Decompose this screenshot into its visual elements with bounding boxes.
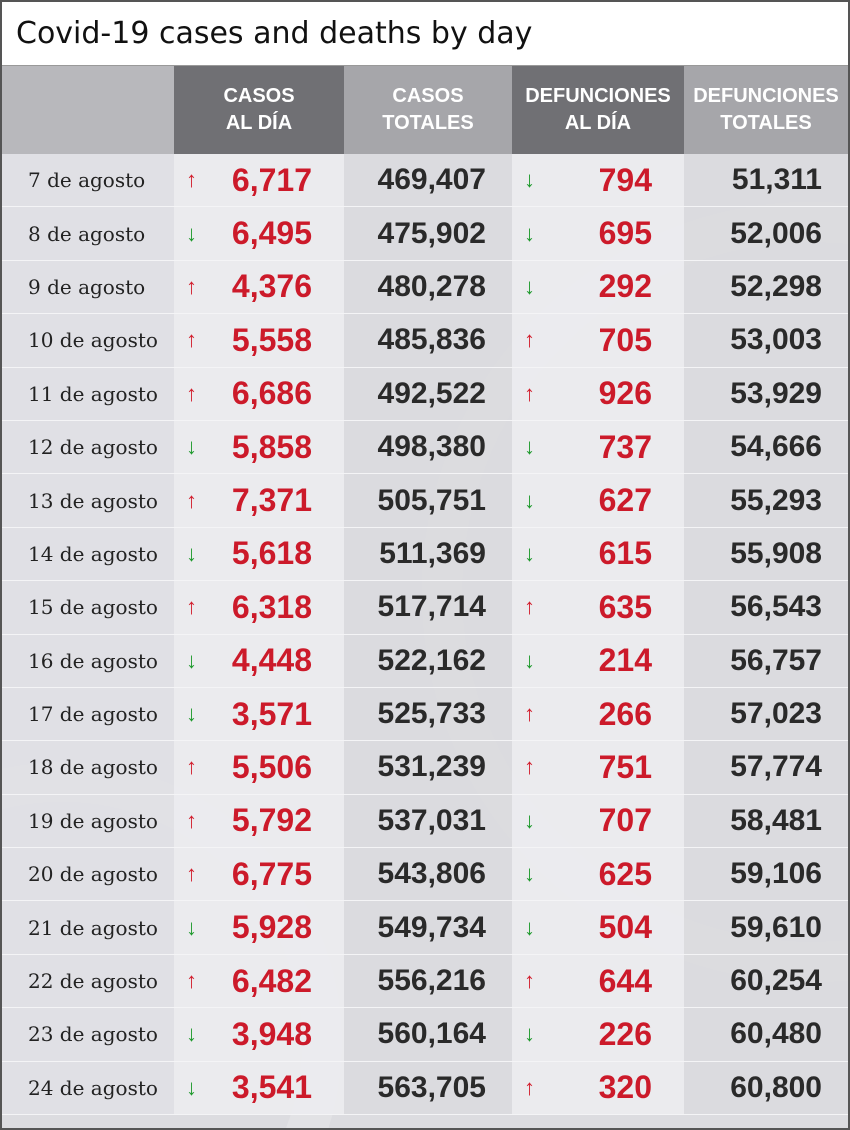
table-header-row — [2, 66, 848, 154]
arrow-down-icon: ↓ — [524, 167, 535, 193]
row-date-value: 21 de agosto — [28, 915, 158, 940]
cases-total — [344, 955, 512, 1007]
cases-per-day — [174, 1008, 344, 1060]
cases-per-day-value: 6,775 — [231, 855, 312, 892]
row-date — [2, 421, 174, 473]
table-row — [2, 581, 848, 634]
deaths-total-value: 60,254 — [730, 964, 822, 998]
arrow-down-icon: ↓ — [186, 540, 197, 566]
cases-per-day-value: 6,686 — [231, 375, 312, 412]
cases-total — [344, 581, 512, 633]
cases-total — [344, 314, 512, 366]
cases-per-day — [174, 1062, 344, 1114]
header-defunciones-totales-line2: TOTALES — [720, 112, 812, 134]
cases-per-day — [174, 795, 344, 847]
deaths-per-day-value: 635 — [598, 588, 652, 625]
cases-per-day — [174, 154, 344, 206]
header-casos-al-dia-line1: CASOS — [223, 85, 295, 107]
table-row — [2, 741, 848, 794]
row-date-value: 7 de agosto — [28, 168, 146, 193]
arrow-up-icon: ↑ — [524, 327, 535, 353]
deaths-total — [684, 1008, 848, 1060]
cases-total-value: 531,239 — [377, 750, 486, 784]
cases-per-day — [174, 528, 344, 580]
header-date-blank — [2, 66, 174, 154]
cases-total — [344, 1008, 512, 1060]
cases-total — [344, 741, 512, 793]
deaths-total-value: 54,666 — [730, 430, 822, 464]
deaths-per-day-value: 292 — [598, 268, 652, 305]
deaths-total-value: 56,757 — [730, 643, 822, 677]
deaths-per-day-value: 926 — [598, 375, 652, 412]
deaths-per-day — [512, 901, 684, 953]
deaths-total-value: 53,929 — [730, 376, 822, 410]
row-date-value: 13 de agosto — [28, 488, 158, 513]
row-date — [2, 314, 174, 366]
cases-per-day — [174, 688, 344, 740]
cases-total — [344, 261, 512, 313]
arrow-up-icon: ↑ — [186, 327, 197, 353]
table-row — [2, 688, 848, 741]
row-date — [2, 688, 174, 740]
row-date-value: 16 de agosto — [28, 648, 158, 673]
deaths-total — [684, 528, 848, 580]
cases-per-day-value: 3,541 — [231, 1069, 312, 1106]
deaths-per-day — [512, 207, 684, 259]
arrow-down-icon: ↓ — [186, 701, 197, 727]
deaths-total-value: 57,774 — [730, 750, 822, 784]
cases-total-value: 556,216 — [377, 964, 486, 998]
row-date-value: 23 de agosto — [28, 1022, 158, 1047]
cases-total-value: 511,369 — [379, 536, 486, 570]
cases-per-day — [174, 848, 344, 900]
arrow-down-icon: ↓ — [186, 647, 197, 673]
cases-total — [344, 207, 512, 259]
deaths-total-value: 52,298 — [730, 269, 822, 303]
arrow-up-icon: ↑ — [186, 273, 197, 299]
table-body — [2, 154, 848, 1115]
cases-total — [344, 848, 512, 900]
deaths-per-day — [512, 795, 684, 847]
header-defunciones-totales — [684, 66, 848, 154]
cases-total-value: 549,734 — [377, 910, 486, 944]
deaths-per-day-value: 627 — [598, 482, 652, 519]
cases-total — [344, 1062, 512, 1114]
row-date — [2, 1008, 174, 1060]
deaths-per-day — [512, 635, 684, 687]
cases-per-day — [174, 901, 344, 953]
deaths-per-day — [512, 474, 684, 526]
header-defunciones-totales-line1: DEFUNCIONES — [693, 85, 839, 107]
deaths-total-value: 56,543 — [730, 590, 822, 624]
deaths-total — [684, 901, 848, 953]
deaths-total — [684, 688, 848, 740]
cases-per-day-value: 3,571 — [231, 695, 312, 732]
table-row — [2, 261, 848, 314]
deaths-per-day-value: 737 — [598, 428, 652, 465]
cases-total-value: 469,407 — [377, 163, 486, 197]
cases-per-day — [174, 741, 344, 793]
arrow-down-icon: ↓ — [524, 807, 535, 833]
cases-per-day — [174, 314, 344, 366]
deaths-per-day-value: 504 — [598, 909, 652, 946]
table-row — [2, 154, 848, 207]
arrow-up-icon: ↑ — [524, 968, 535, 994]
row-date-value: 12 de agosto — [28, 435, 158, 460]
arrow-up-icon: ↑ — [186, 594, 197, 620]
header-defunciones-al-dia-line2: AL DÍA — [564, 112, 632, 134]
row-date-value: 22 de agosto — [28, 969, 158, 994]
deaths-per-day — [512, 368, 684, 420]
deaths-total-value: 59,610 — [730, 910, 822, 944]
arrow-down-icon: ↓ — [524, 434, 535, 460]
row-date — [2, 154, 174, 206]
cases-total — [344, 901, 512, 953]
table-row — [2, 314, 848, 367]
cases-total-value: 537,031 — [377, 803, 486, 837]
row-date — [2, 368, 174, 420]
arrow-down-icon: ↓ — [524, 220, 535, 246]
table-row — [2, 528, 848, 581]
deaths-total — [684, 955, 848, 1007]
cases-per-day — [174, 955, 344, 1007]
cases-per-day-value: 5,928 — [231, 909, 312, 946]
deaths-per-day — [512, 1008, 684, 1060]
table-row — [2, 901, 848, 954]
cases-per-day-value: 4,448 — [231, 642, 312, 679]
cases-per-day — [174, 635, 344, 687]
cases-total-value: 560,164 — [377, 1017, 486, 1051]
cases-total-value: 485,836 — [377, 323, 486, 357]
title-bar — [2, 2, 848, 66]
arrow-up-icon: ↑ — [524, 754, 535, 780]
arrow-down-icon: ↓ — [524, 647, 535, 673]
cases-total — [344, 528, 512, 580]
arrow-down-icon: ↓ — [186, 434, 197, 460]
table-row — [2, 421, 848, 474]
arrow-down-icon: ↓ — [524, 914, 535, 940]
cases-total — [344, 474, 512, 526]
row-date — [2, 635, 174, 687]
deaths-total — [684, 421, 848, 473]
cases-total-value: 505,751 — [377, 483, 486, 517]
arrow-down-icon: ↓ — [186, 220, 197, 246]
deaths-total — [684, 848, 848, 900]
header-defunciones-al-dia — [512, 66, 684, 154]
arrow-up-icon: ↑ — [186, 754, 197, 780]
deaths-total-value: 55,293 — [730, 483, 822, 517]
arrow-up-icon: ↑ — [186, 807, 197, 833]
row-date-value: 15 de agosto — [28, 595, 158, 620]
arrow-up-icon: ↑ — [524, 1074, 535, 1100]
cases-per-day-value: 5,618 — [231, 535, 312, 572]
deaths-per-day — [512, 528, 684, 580]
cases-total — [344, 795, 512, 847]
cases-per-day — [174, 421, 344, 473]
arrow-down-icon: ↓ — [186, 1074, 197, 1100]
header-casos-al-dia-line2: AL DÍA — [225, 112, 293, 134]
deaths-total-value: 60,800 — [730, 1070, 822, 1104]
deaths-per-day-value: 266 — [598, 695, 652, 732]
arrow-up-icon: ↑ — [524, 380, 535, 406]
cases-per-day — [174, 368, 344, 420]
deaths-total — [684, 1062, 848, 1114]
row-date-value: 24 de agosto — [28, 1075, 158, 1100]
arrow-up-icon: ↑ — [524, 594, 535, 620]
deaths-total — [684, 635, 848, 687]
deaths-total-value: 57,023 — [730, 697, 822, 731]
cases-total — [344, 154, 512, 206]
cases-total-value: 492,522 — [377, 376, 486, 410]
row-date-value: 17 de agosto — [28, 702, 158, 727]
arrow-up-icon: ↑ — [186, 380, 197, 406]
cases-total-value: 563,705 — [377, 1070, 486, 1104]
deaths-per-day-value: 794 — [598, 161, 652, 198]
header-casos-totales — [344, 66, 512, 154]
table-row — [2, 955, 848, 1008]
header-casos-al-dia — [174, 66, 344, 154]
cases-per-day-value: 5,506 — [231, 748, 312, 785]
deaths-total — [684, 795, 848, 847]
arrow-down-icon: ↓ — [186, 1021, 197, 1047]
header-casos-totales-line1: CASOS — [392, 85, 464, 107]
deaths-total — [684, 154, 848, 206]
row-date-value: 20 de agosto — [28, 862, 158, 887]
deaths-total-value: 53,003 — [730, 323, 822, 357]
deaths-per-day — [512, 848, 684, 900]
arrow-down-icon: ↓ — [524, 487, 535, 513]
deaths-per-day — [512, 741, 684, 793]
deaths-total — [684, 581, 848, 633]
deaths-per-day-value: 644 — [598, 962, 652, 999]
cases-per-day-value: 5,792 — [231, 802, 312, 839]
deaths-total — [684, 368, 848, 420]
table-row — [2, 795, 848, 848]
cases-per-day-value: 3,948 — [231, 1015, 312, 1052]
arrow-down-icon: ↓ — [524, 861, 535, 887]
deaths-total — [684, 474, 848, 526]
deaths-per-day-value: 615 — [598, 535, 652, 572]
table-row — [2, 1062, 848, 1115]
cases-per-day-value: 7,371 — [231, 482, 312, 519]
deaths-per-day — [512, 955, 684, 1007]
deaths-per-day — [512, 261, 684, 313]
cases-total-value: 525,733 — [377, 697, 486, 731]
cases-total-value: 522,162 — [377, 643, 486, 677]
deaths-total-value: 59,106 — [730, 857, 822, 891]
table-row — [2, 1008, 848, 1061]
table-row — [2, 368, 848, 421]
cases-total-value: 543,806 — [377, 857, 486, 891]
deaths-per-day-value: 707 — [598, 802, 652, 839]
row-date — [2, 901, 174, 953]
row-date-value: 18 de agosto — [28, 755, 158, 780]
arrow-up-icon: ↑ — [186, 861, 197, 887]
header-defunciones-al-dia-line1: DEFUNCIONES — [525, 85, 671, 107]
cases-per-day-value: 5,858 — [231, 428, 312, 465]
row-date — [2, 741, 174, 793]
deaths-total-value: 55,908 — [730, 536, 822, 570]
deaths-per-day — [512, 314, 684, 366]
deaths-total-value: 52,006 — [730, 216, 822, 250]
cases-total — [344, 368, 512, 420]
cases-per-day-value: 6,495 — [231, 215, 312, 252]
row-date — [2, 1062, 174, 1114]
deaths-per-day — [512, 421, 684, 473]
row-date-value: 10 de agosto — [28, 328, 158, 353]
deaths-total — [684, 314, 848, 366]
arrow-down-icon: ↓ — [524, 1021, 535, 1047]
row-date — [2, 474, 174, 526]
table-row — [2, 848, 848, 901]
row-date — [2, 207, 174, 259]
row-date-value: 9 de agosto — [28, 274, 146, 299]
deaths-per-day — [512, 154, 684, 206]
arrow-down-icon: ↓ — [524, 273, 535, 299]
cases-per-day — [174, 581, 344, 633]
table-row — [2, 207, 848, 260]
deaths-total-value: 51,311 — [731, 163, 822, 197]
deaths-total-value: 60,480 — [730, 1017, 822, 1051]
cases-per-day-value: 6,482 — [231, 962, 312, 999]
cases-per-day — [174, 261, 344, 313]
deaths-per-day-value: 695 — [598, 215, 652, 252]
arrow-up-icon: ↑ — [186, 487, 197, 513]
deaths-per-day-value: 705 — [598, 321, 652, 358]
cases-total-value: 498,380 — [377, 430, 486, 464]
row-date — [2, 848, 174, 900]
cases-total — [344, 635, 512, 687]
cases-total-value: 475,902 — [377, 216, 486, 250]
cases-per-day — [174, 474, 344, 526]
cases-total — [344, 688, 512, 740]
deaths-per-day-value: 625 — [598, 855, 652, 892]
row-date — [2, 795, 174, 847]
row-date-value: 11 de agosto — [28, 381, 158, 406]
cases-per-day-value: 4,376 — [231, 268, 312, 305]
deaths-per-day — [512, 581, 684, 633]
deaths-per-day-value: 214 — [598, 642, 652, 679]
page-title: Covid-19 cases and deaths by day — [16, 16, 533, 51]
covid-table — [2, 66, 848, 1115]
cases-per-day-value: 5,558 — [231, 321, 312, 358]
row-date-value: 14 de agosto — [28, 541, 158, 566]
arrow-down-icon: ↓ — [186, 914, 197, 940]
cases-total-value: 480,278 — [377, 269, 486, 303]
cases-total-value: 517,714 — [377, 590, 486, 624]
table-row — [2, 635, 848, 688]
row-date — [2, 261, 174, 313]
table-row — [2, 474, 848, 527]
arrow-down-icon: ↓ — [524, 540, 535, 566]
deaths-total — [684, 207, 848, 259]
cases-per-day — [174, 207, 344, 259]
deaths-per-day — [512, 1062, 684, 1114]
row-date-value: 19 de agosto — [28, 808, 158, 833]
row-date — [2, 528, 174, 580]
header-casos-totales-line2: TOTALES — [382, 112, 474, 134]
deaths-total — [684, 261, 848, 313]
arrow-up-icon: ↑ — [524, 701, 535, 727]
row-date-value: 8 de agosto — [28, 221, 146, 246]
cases-total — [344, 421, 512, 473]
deaths-per-day-value: 320 — [598, 1069, 652, 1106]
arrow-up-icon: ↑ — [186, 968, 197, 994]
deaths-total-value: 58,481 — [730, 803, 822, 837]
row-date — [2, 955, 174, 1007]
cases-per-day-value: 6,717 — [231, 161, 312, 198]
cases-per-day-value: 6,318 — [231, 588, 312, 625]
row-date — [2, 581, 174, 633]
deaths-per-day — [512, 688, 684, 740]
deaths-per-day-value: 751 — [598, 748, 652, 785]
deaths-per-day-value: 226 — [598, 1015, 652, 1052]
arrow-up-icon: ↑ — [186, 167, 197, 193]
deaths-total — [684, 741, 848, 793]
